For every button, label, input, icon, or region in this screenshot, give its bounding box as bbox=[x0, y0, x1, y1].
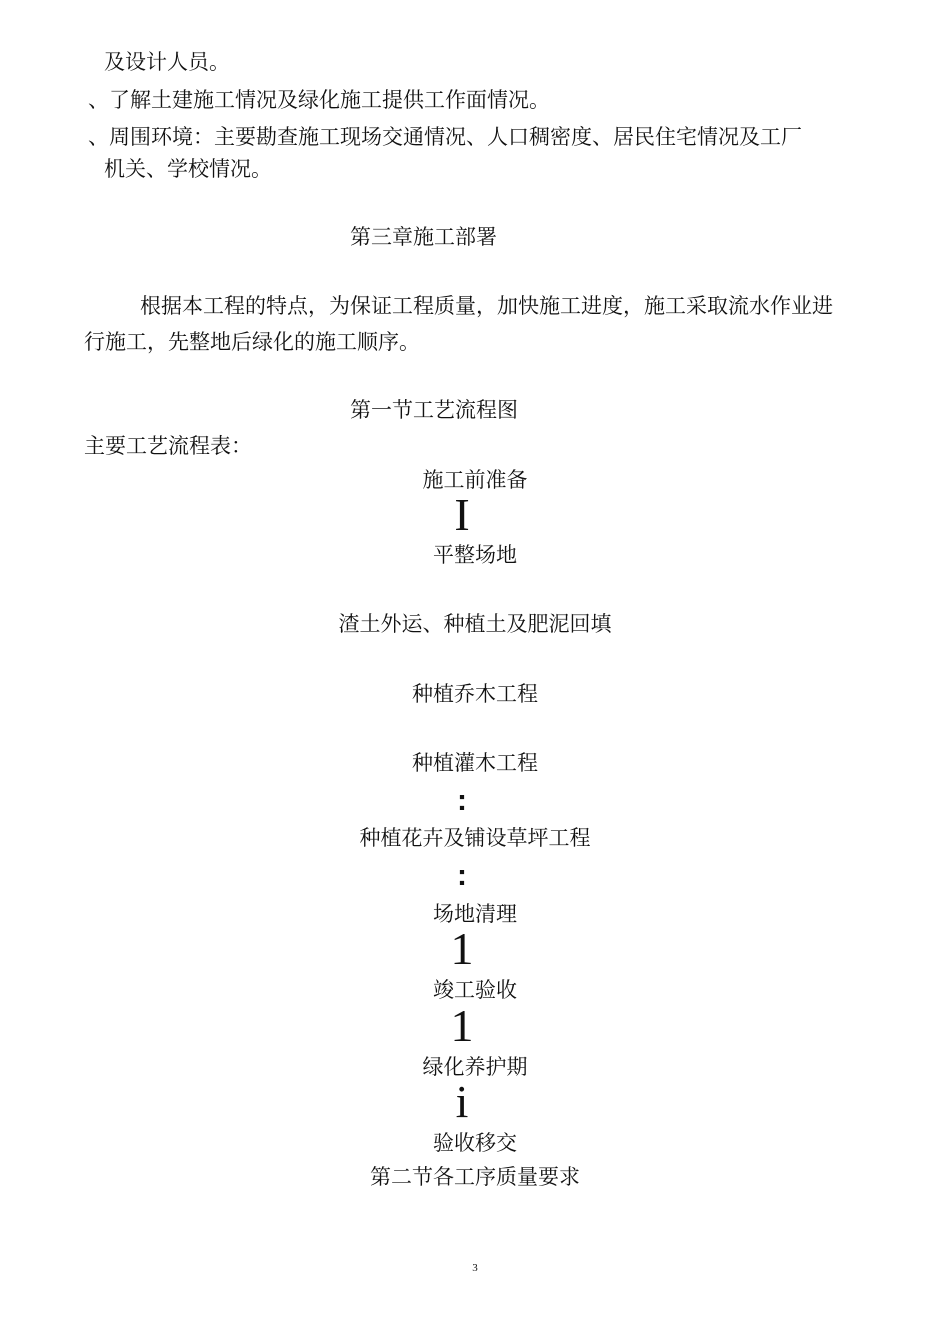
flow-step-4: 种植乔木工程 bbox=[412, 682, 538, 706]
flow-connector-8: 1 bbox=[450, 1000, 474, 1051]
flow-connector-5: : bbox=[457, 784, 467, 817]
flow-step-8: 竣工验收 bbox=[433, 978, 517, 1002]
flow-step-7: 场地清理 bbox=[433, 902, 517, 926]
section-1-title: 第一节工艺流程图 bbox=[350, 398, 518, 422]
flow-connector-1: I bbox=[454, 489, 470, 540]
intro-line-2: 、了解土建施工情况及绿化施工提供工作面情况。 bbox=[88, 88, 550, 112]
intro-line-1: 及设计人员。 bbox=[104, 50, 230, 74]
flow-step-5: 种植灌木工程 bbox=[412, 751, 538, 775]
flow-step-3: 渣土外运、种植土及肥泥回填 bbox=[338, 612, 612, 636]
page-number: 3 bbox=[472, 1262, 478, 1274]
flow-step-9: 绿化养护期 bbox=[422, 1055, 528, 1079]
table-label: 主要工艺流程表： bbox=[84, 434, 252, 458]
paragraph-line-1: 根据本工程的特点，为保证工程质量，加快施工进度，施工采取流水作业进 bbox=[140, 294, 833, 318]
chapter-title: 第三章施工部署 bbox=[350, 225, 497, 249]
flow-connector-7: 1 bbox=[450, 923, 474, 974]
flow-connector-9: i bbox=[455, 1076, 469, 1127]
paragraph-line-2: 行施工，先整地后绿化的施工顺序。 bbox=[84, 330, 420, 354]
flow-step-6: 种植花卉及铺设草坪工程 bbox=[359, 826, 591, 850]
section-2-title: 第二节各工序质量要求 bbox=[370, 1165, 580, 1189]
flow-step-1: 施工前准备 bbox=[422, 468, 528, 492]
flow-step-2: 平整场地 bbox=[433, 543, 517, 567]
flow-connector-6: : bbox=[457, 859, 467, 892]
flow-step-10: 验收移交 bbox=[433, 1131, 517, 1155]
intro-line-4: 机关、学校情况。 bbox=[104, 157, 272, 181]
intro-line-3: 、周围环境：主要勘查施工现场交通情况、人口稠密度、居民住宅情况及工厂 bbox=[88, 125, 802, 149]
